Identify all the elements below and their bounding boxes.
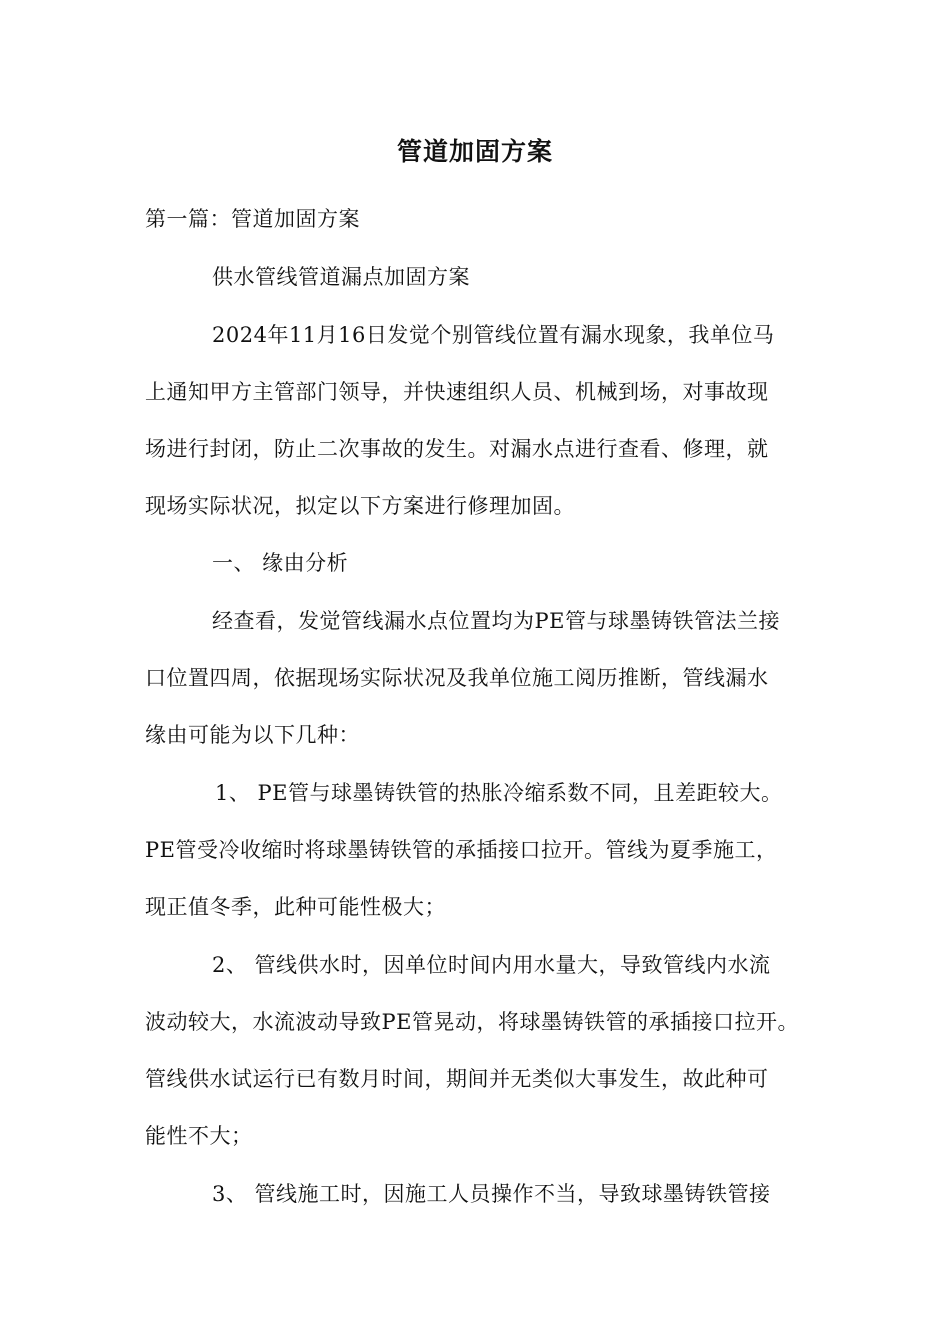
list-item-line: 3、 管线施工时，因施工人员操作不当，导致球墨铸铁管接	[212, 1182, 771, 1206]
paragraph-line: 口位置四周，依据现场实际状况及我单位施工阅历推断，管线漏水	[145, 666, 769, 690]
list-item-line: PE管受冷收缩时将球墨铸铁管的承插接口拉开。管线为夏季施工，	[145, 838, 778, 862]
list-item-line: 管线供水试运行已有数月时间，期间并无类似大事发生，故此种可	[145, 1067, 769, 1091]
paragraph-line: 2024年11月16日发觉个别管线位置有漏水现象，我单位马	[212, 323, 775, 347]
paragraph-line: 缘由可能为以下几种：	[145, 723, 360, 747]
section-heading: 一、 缘由分析	[212, 551, 349, 575]
section-heading: 第一篇：管道加固方案	[145, 207, 360, 231]
list-item-line: 波动较大，水流波动导致PE管晃动，将球墨铸铁管的承插接口拉开。	[145, 1010, 799, 1034]
paragraph-line: 上通知甲方主管部门领导，并快速组织人员、机械到场，对事故现	[145, 380, 769, 404]
paragraph-line: 场进行封闭，防止二次事故的发生。对漏水点进行查看、修理，就	[145, 437, 769, 461]
list-item-line: 能性不大；	[145, 1124, 253, 1148]
document-title: 管道加固方案	[396, 137, 553, 166]
paragraph-line: 经查看，发觉管线漏水点位置均为PE管与球墨铸铁管法兰接	[212, 609, 780, 633]
subtitle: 供水管线管道漏点加固方案	[212, 265, 470, 289]
list-item-line: 现正值冬季，此种可能性极大；	[145, 895, 446, 919]
list-item-line: 1、 PE管与球墨铸铁管的热胀冷缩系数不同，且差距较大。	[215, 781, 783, 805]
paragraph-line: 现场实际状况，拟定以下方案进行修理加固。	[145, 494, 575, 518]
list-item-line: 2、 管线供水时，因单位时间内用水量大，导致管线内水流	[212, 953, 771, 977]
